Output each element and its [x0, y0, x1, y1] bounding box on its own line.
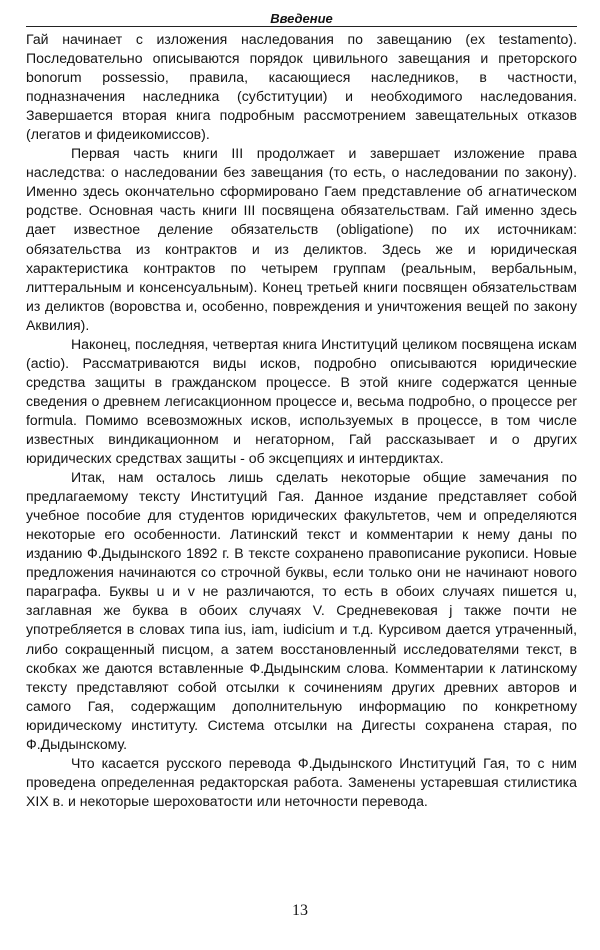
- running-header: [26, 4, 577, 27]
- paragraph: Итак, нам осталось лишь сделать некоторые общие замечания по предлагаемому тексту Институций Гая. Данное издание представляет собой учебное пособие для студентов юридических факультетов, чем и определяются некоторые его особенности. Латинский текст и комментарии к нему даны по изданию Ф.Дыдынского 1892 г. В тексте сохранено правописание рукописи. Новые предложения начинаются со строчной буквы, если только они не начинают нового параграфа. Буквы u и v не различаются, то есть в обоих случаях пишется u, заглавная же буква в обоих случаях V. Средневековая j также почти не употребляется в словах типа ius, iam, iudicium и т.д. Курсивом дается утраченный, либо сокращенный писцом, а затем восстановленный исследователями текст, в скобках же даются вставленные Ф.Дыдынским слова. Комментарии к латинскому тексту представляют собой отсылки к сочинениям других древних авторов и самого Гая, содержащим дополнительную информацию по конкретному юридическому институту. Система отсылки на Дигесты сохранена старая, по Ф.Дыдынскому.: [26, 469, 577, 752]
- paragraph: Гай начинает с изложения наследования по завещанию (ex testamento). Последовательно описываются порядок цивильного завещания и преторского bonorum possessio, правила, касающиеся наследников, в частности, подназначения наследника (субституции) и необходимого наследования. Завершается вторая книга подробным рассмотрением завещательных отказов (легатов и фидеикомиссов).: [26, 31, 577, 143]
- page-number: 13: [292, 902, 308, 919]
- body-text: [26, 30, 577, 811]
- paragraph: Наконец, последняя, четвертая книга Институций целиком посвящена искам (actio). Рассматриваются виды исков, подробно описываются юридические средства защиты в гражданском процессе. В этой книге содержатся ценные сведения о древнем легисакционном процессе и, весьма подробно, о процессе per formula. Помимо всевозможных исков, используемых в процессе, в том числе известных виндикационном и негаторном, Гай рассказывает и о других юридических средствах защиты - об эксцепциях и интердиктах.: [26, 335, 577, 467]
- paragraph: Первая часть книги III продолжает и завершает изложение права наследства: о наследовании без завещания (то есть, о наследовании по закону). Именно здесь окончательно сформировано Гаем представление об агнатическом родстве. Основная часть книги III посвящена обязательствам. Гай именно здесь дает известное деление обязательств (obligatione) по их источникам: обязательства из контрактов и из деликтов. Здесь же и юридическая характеристика контрактов по четырем группам (реальным, вербальным, литтеральным и консенсуальным). Конец третьей книги посвящен обязательствам из деликтов (воровства и, особенно, повреждения и уничтожения вещей по закону Аквилия).: [26, 145, 577, 333]
- header-title: Введение: [270, 11, 333, 26]
- paragraph: Что касается русского перевода Ф.Дыдынского Институций Гая, то с ним проведена определенная редакторская работа. Заменены устаревшая стилистика XIX в. и некоторые шероховатости или неточности перевода.: [26, 754, 577, 809]
